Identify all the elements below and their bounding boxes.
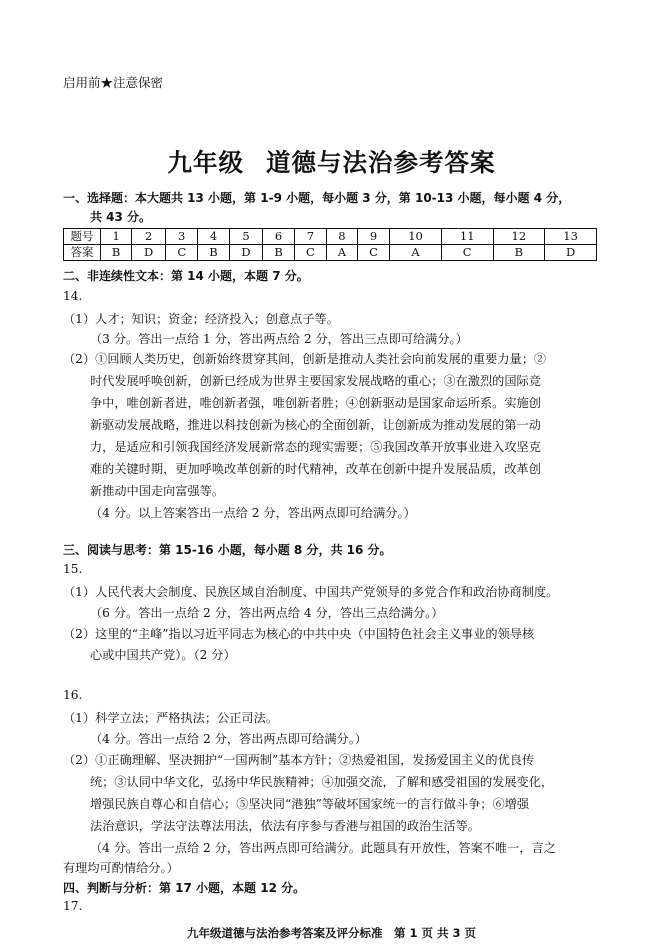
table-cell-answer: C: [166, 245, 198, 261]
table-label-number: 题号: [64, 229, 101, 245]
q15-part1-answer: （1）人民代表大会制度、民族区域自治制度、中国共产党领导的多党合作和政治协商制度。: [63, 585, 559, 599]
q14-part2-line: 难的关键时期，更加呼唤改革创新的时代精神，改革在创新中提升发展品质，改革创: [90, 462, 541, 476]
table-cell-answer: D: [132, 245, 166, 261]
table-cell-number: 2: [132, 229, 166, 245]
q14-part2-line: 新驱动发展战略，推进以科技创新为核心的全面创新，让创新成为推动发展的第一动: [90, 418, 541, 432]
q14-part2-score: （4 分。以上答案答出一点给 2 分，答出两点即可给满分。）: [90, 506, 416, 520]
table-cell-answer: B: [263, 245, 294, 261]
question-15-label: 15.: [63, 562, 83, 576]
table-row-answers: [64, 245, 597, 261]
q14-part1-score: （3 分。答出一点给 1 分，答出两点给 2 分，答出三点即可给满分。）: [90, 332, 468, 346]
q16-part2-score-cont: 有理均可酌情给分。）: [63, 861, 179, 875]
section1-heading: 一、选择题：本大题共 13 小题，第 1-9 小题，每小题 3 分，第 10-13 小题，每小题 4 分，: [63, 191, 571, 205]
table-cell-answer: C: [441, 245, 493, 261]
section2-heading: 二、非连续性文本：第 14 小题，本题 7 分。: [63, 269, 309, 283]
q14-part1-answer: （1）人才；知识；资金；经济投入；创意点子等。: [63, 312, 339, 326]
table-cell-answer: B: [198, 245, 229, 261]
q14-part2-line: 时代发展呼唤创新，创新已经成为世界主要国家发展战略的重心；③在激烈的国际竞: [90, 374, 541, 388]
page-title: [0, 144, 663, 179]
table-cell-number: 8: [327, 229, 358, 245]
section4-heading: 四、判断与分析：第 17 小题，本题 12 分。: [63, 881, 306, 895]
table-label-answer: 答案: [64, 245, 101, 261]
q16-part2-score: （4 分。答出一点给 2 分，答出两点即可给满分。此题具有开放性，答案不唯一，言之: [90, 841, 556, 855]
title-subject: 道德与法治参考答案: [266, 148, 496, 177]
table-cell-number: 13: [545, 229, 597, 245]
table-cell-number: 10: [390, 229, 442, 245]
q14-part2-line: 争中，唯创新者进，唯创新者强，唯创新者胜；④创新驱动是国家命运所系。实施创: [90, 396, 541, 410]
question-17-label: 17.: [63, 899, 83, 913]
table-cell-number: 9: [357, 229, 389, 245]
table-cell-number: 12: [493, 229, 545, 245]
table-cell-answer: C: [357, 245, 389, 261]
table-cell-answer: D: [545, 245, 597, 261]
q15-part1-score: （6 分。答出一点给 2 分，答出两点给 4 分，答出三点给满分。）: [90, 606, 444, 620]
title-grade: 九年级: [167, 148, 244, 177]
section1-heading-cont: 共 43 分。: [90, 210, 152, 224]
table-cell-answer: A: [390, 245, 442, 261]
q14-part2-line: （2）①回顾人类历史，创新始终贯穿其间，创新是推动人类社会向前发展的重要力量；②: [63, 352, 547, 366]
q15-part2-answer: （2）这里的“主峰”指以习近平同志为核心的中共中央（中国特色社会主义事业的领导核: [63, 627, 535, 641]
q16-part1-score: （4 分。答出一点给 2 分，答出两点即可给满分。）: [90, 732, 367, 746]
table-cell-number: 1: [101, 229, 132, 245]
table-cell-number: 4: [198, 229, 229, 245]
q16-part2-line: 统；③认同中华文化，弘扬中华民族精神；④加强交流，了解和感受祖国的发展变化，: [90, 775, 554, 789]
table-cell-answer: C: [294, 245, 326, 261]
table-cell-answer: B: [493, 245, 545, 261]
table-row-numbers: [64, 229, 597, 245]
section3-heading: 三、阅读与思考：第 15-16 小题，每小题 8 分，共 16 分。: [63, 543, 392, 557]
table-cell-number: 5: [229, 229, 263, 245]
table-cell-number: 6: [263, 229, 294, 245]
table-cell-number: 3: [166, 229, 198, 245]
table-cell-answer: A: [327, 245, 358, 261]
q16-part2-line: 法治意识，学法守法尊法用法，依法有序参与香港与祖国的政治生活等。: [90, 819, 480, 833]
table-cell-answer: D: [229, 245, 263, 261]
confidential-notice: 启用前★注意保密: [63, 75, 164, 90]
table-cell-number: 7: [294, 229, 326, 245]
q16-part2-line: （2）①正确理解、坚决拥护“一国两制”基本方针；②热爱祖国，发扬爱国主义的优良传: [63, 753, 535, 767]
q14-part2-line: 新推动中国走向富强等。: [90, 484, 225, 498]
q16-part1-answer: （1）科学立法；严格执法；公正司法。: [63, 711, 278, 725]
answer-table: [63, 228, 597, 261]
table-cell-number: 11: [441, 229, 493, 245]
page-footer: 九年级道德与法治参考答案及评分标准 第 1 页 共 3 页: [186, 926, 477, 940]
q16-part2-line: 增强民族自尊心和自信心；⑤坚决同“港独”等破坏国家统一的言行做斗争；⑥增强: [90, 797, 530, 811]
q14-part2-line: 力，是适应和引领我国经济发展新常态的现实需要；⑤我国改革开放事业进入攻坚克: [90, 440, 541, 454]
question-14-label: 14.: [63, 289, 83, 303]
q15-part2-answer-cont: 心或中国共产党）。（2 分）: [90, 648, 236, 662]
question-16-label: 16.: [63, 688, 83, 702]
table-cell-answer: B: [101, 245, 132, 261]
